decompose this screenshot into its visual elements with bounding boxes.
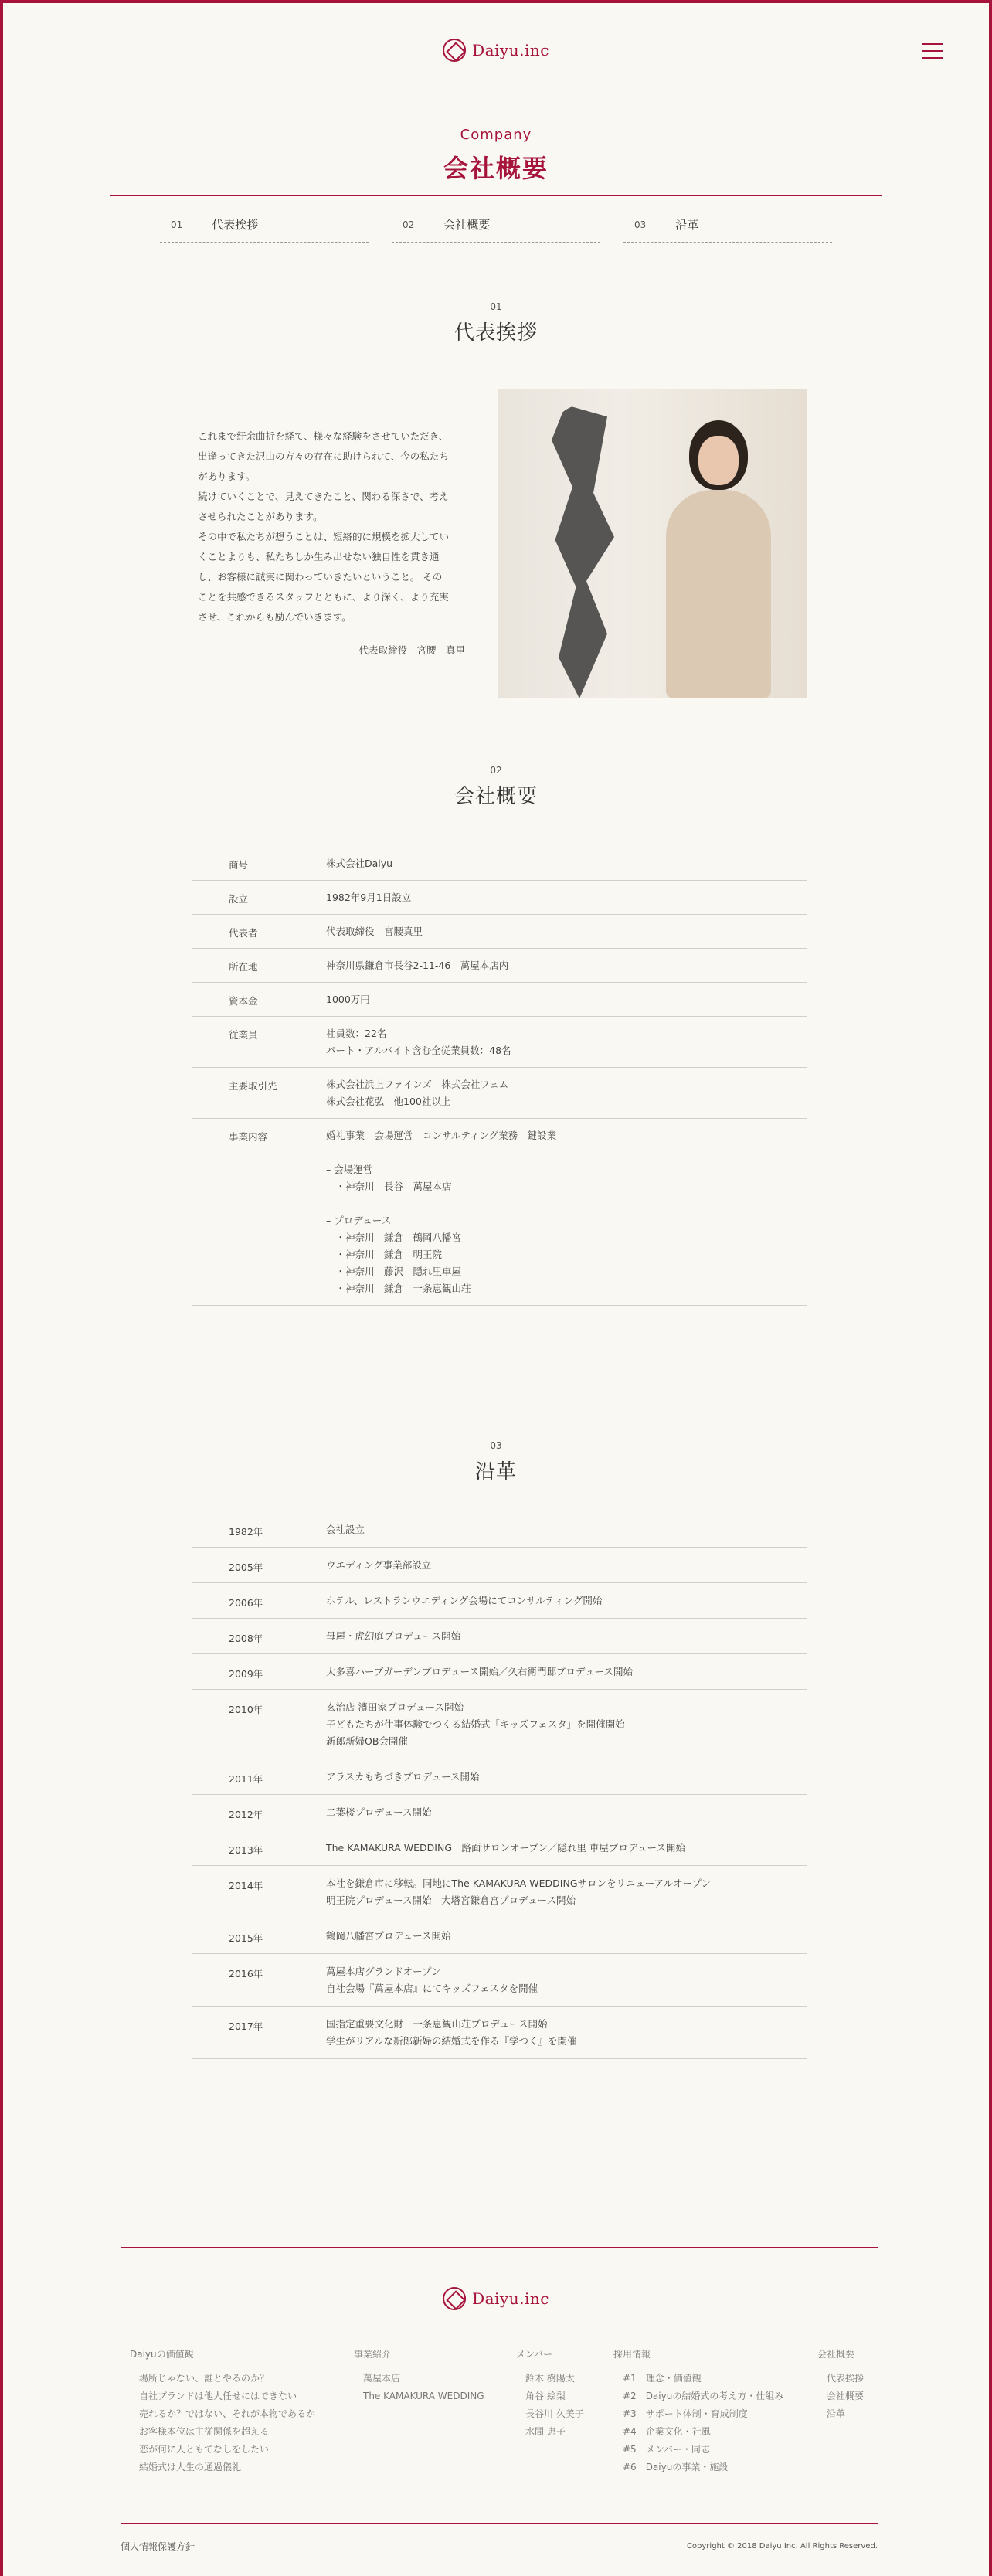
footer-link[interactable]: 場所じゃない、誰とやるのか？	[139, 2373, 270, 2384]
history-year: 2011年	[229, 1773, 263, 1785]
history-event: 大多喜ハーブガーデンプロデュース開始／久右衛門邸プロデュース開始	[326, 1666, 634, 1677]
history-year: 2009年	[229, 1668, 263, 1680]
history-event: 会社設立	[326, 1524, 365, 1535]
overview-heading	[3, 765, 989, 809]
tab-history[interactable]	[623, 216, 832, 243]
info-value: 社員数：22名 パート・アルバイト含む全従業員数：48名	[326, 1028, 511, 1056]
title-divider	[110, 195, 882, 196]
tab-label: 会社概要	[443, 218, 491, 232]
history-event: アラスカもちづきプロデュース開始	[326, 1771, 480, 1782]
page-title: 会社概要	[443, 154, 549, 183]
footer-column	[613, 2347, 783, 2476]
greeting-signature: 代表取締役 宮腰 真里	[358, 644, 465, 656]
tab-number: 01	[171, 219, 183, 230]
history-row	[192, 2007, 807, 2059]
footer-column-title[interactable]: メンバー	[516, 2349, 553, 2360]
history-row	[192, 1512, 807, 1548]
info-key: 所在地	[229, 961, 258, 973]
section-number: 02	[490, 765, 502, 776]
history-year: 2015年	[229, 1932, 263, 1944]
footer-link[interactable]: The KAMAKURA WEDDING	[363, 2391, 484, 2401]
history-row	[192, 1830, 807, 1866]
history-year: 2006年	[229, 1597, 263, 1609]
footer-column-title[interactable]: 事業紹介	[354, 2349, 392, 2360]
history-event: 国指定重要文化財 一条恵観山荘プロデュース開始 学生がリアルな新郎新婦の結婚式を作る『学つく』を開催	[326, 2018, 577, 2047]
section-title: 会社概要	[454, 785, 538, 808]
history-event: ホテル、レストランウエディング会場にてコンサルティング開始	[326, 1595, 603, 1606]
history-row	[192, 1619, 807, 1654]
info-key: 主要取引先	[229, 1080, 277, 1092]
tab-greeting[interactable]	[160, 216, 369, 243]
footer-link[interactable]: #1 理念・価値観	[623, 2373, 702, 2384]
footer-link[interactable]: 結婚式は人生の通過儀礼	[139, 2462, 242, 2472]
footer-link[interactable]: 長谷川 久美子	[525, 2408, 584, 2419]
info-value: 1000万円	[326, 994, 370, 1005]
history-row	[192, 1866, 807, 1918]
info-row	[192, 881, 807, 915]
footer-top-divider	[121, 2247, 878, 2248]
history-event: The KAMAKURA WEDDING 路面サロンオープン／隠れ里 車屋プロデュース開始	[326, 1842, 685, 1854]
history-row	[192, 1918, 807, 1954]
history-year: 1982年	[229, 1526, 263, 1538]
footer-link[interactable]: 恋が何に人ともてなしをしたい	[139, 2444, 270, 2455]
logo-mark-icon	[443, 2287, 466, 2310]
footer-link[interactable]: 代表挨拶	[827, 2373, 865, 2384]
footer-column	[516, 2347, 584, 2441]
history-table	[192, 1512, 807, 2059]
section-number: 01	[490, 301, 502, 312]
footer-link[interactable]: お客様本位は主従関係を超える	[139, 2426, 270, 2437]
calligraphy-art	[552, 405, 621, 698]
footer-column-title[interactable]: 採用情報	[613, 2349, 651, 2360]
footer-link[interactable]: #3 サポート体制・育成制度	[623, 2408, 748, 2419]
section-title: 代表挨拶	[454, 321, 538, 345]
footer-link[interactable]: 鈴木 樹陽太	[525, 2373, 575, 2384]
info-key: 事業内容	[229, 1131, 268, 1143]
logo-text: Daiyu.inc	[472, 2289, 549, 2308]
tab-label: 代表挨拶	[212, 218, 259, 232]
history-year: 2017年	[229, 2020, 263, 2032]
info-value: 代表取締役 宮腰真里	[326, 926, 423, 937]
footer-column	[354, 2347, 484, 2405]
info-row	[192, 847, 807, 881]
footer-column	[130, 2347, 315, 2476]
history-event: ウエディング事業部設立	[326, 1559, 432, 1571]
section-number: 03	[490, 1440, 502, 1451]
history-year: 2012年	[229, 1809, 263, 1820]
footer-link[interactable]: #6 Daiyuの事業・施設	[623, 2462, 729, 2472]
page-subtitle: Company	[460, 127, 532, 143]
tab-number: 02	[403, 219, 415, 230]
site-header	[3, 3, 989, 104]
hamburger-icon[interactable]	[922, 43, 943, 59]
history-event: 二葉楼プロデュース開始	[326, 1806, 432, 1818]
info-key: 代表者	[229, 927, 258, 939]
info-row	[192, 983, 807, 1017]
history-year: 2005年	[229, 1562, 263, 1573]
footer-bottom-divider	[121, 2523, 878, 2524]
info-value: 株式会社浜上ファインズ 株式会社フェム 株式会社花弘 他100社以上	[326, 1079, 509, 1107]
history-year: 2016年	[229, 1968, 263, 1980]
info-key: 従業員	[229, 1029, 258, 1041]
logo-text: Daiyu.inc	[472, 41, 549, 59]
footer-column-title[interactable]: Daiyuの価値観	[130, 2349, 194, 2360]
privacy-link[interactable]: 個人情報保護方針	[121, 2541, 195, 2552]
history-row	[192, 1548, 807, 1583]
footer-link[interactable]: 水間 恵子	[525, 2426, 566, 2437]
greeting-heading	[3, 301, 989, 345]
footer-bottom	[121, 2540, 878, 2553]
footer-column	[817, 2347, 864, 2423]
footer-column-title[interactable]: 会社概要	[817, 2349, 855, 2360]
copyright: Copyright © 2018 Daiyu Inc. All Rights Reserved.	[686, 2542, 878, 2551]
history-row	[192, 1654, 807, 1690]
footer-link[interactable]: 自社ブランドは他人任せにはできない	[139, 2391, 297, 2401]
tab-label: 沿革	[675, 218, 699, 232]
footer-link[interactable]: 沿革	[827, 2408, 846, 2419]
footer-nav	[130, 2347, 871, 2486]
tab-number: 03	[634, 219, 647, 230]
info-value: 1982年9月1日設立	[326, 892, 412, 903]
info-key: 資本金	[229, 995, 258, 1007]
logo-mark-icon	[443, 39, 466, 62]
footer-link[interactable]: #2 Daiyuの結婚式の考え方・仕組み	[623, 2391, 784, 2401]
history-event: 鶴岡八幡宮プロデュース開始	[326, 1930, 451, 1942]
page-heading	[3, 104, 989, 185]
footer-link[interactable]: #5 メンバー・同志	[623, 2444, 710, 2455]
info-row	[192, 1119, 807, 1306]
history-event: 玄治店 濱田家プロデュース開始 子どもたちが仕事体験でつくる結婚式「キッズフェスタ」を開催開始 新郎新婦OB会開催	[326, 1701, 625, 1747]
info-row	[192, 1017, 807, 1068]
page	[3, 3, 989, 2576]
history-heading	[3, 1440, 989, 1484]
history-year: 2008年	[229, 1633, 263, 1644]
history-event: 本社を鎌倉市に移転。同地にThe KAMAKURA WEDDINGサロンをリニューアルオープン 明王院プロデュース開始 大塔宮鎌倉宮プロデュース開始	[326, 1878, 712, 1906]
greeting-text: これまで紆余曲折を経て、様々な経験をさせていただき、 出逢ってきた沢山の方々の存在に助けられて、今の私たち があります。 続けていくことで、見えてきたこと、関わる深さで、考え させられたことがあります。 その中で私たちが想うことは、短絡的に規模を拡大してい くことよりも、私たちしか生み出せない独自性を貫き通 し、お客様に誠実に関わっていきたいということ。 その ことを共感できるスタッフとともに、より深く、より充実 させ、これからも励んでいきます。	[198, 430, 450, 623]
footer-link[interactable]: 売れるか？ではない、それが本物であるか	[139, 2408, 316, 2419]
info-row	[192, 915, 807, 949]
history-event: 母屋・虎幻庭プロデュース開始	[326, 1630, 461, 1642]
info-key: 設立	[229, 893, 249, 905]
section-tabs	[160, 216, 832, 243]
history-year: 2013年	[229, 1844, 263, 1856]
history-year: 2014年	[229, 1880, 263, 1891]
ceo-portrait	[652, 413, 783, 698]
tab-overview[interactable]	[392, 216, 600, 243]
company-info-table	[192, 847, 807, 1306]
info-row	[192, 1068, 807, 1119]
history-row	[192, 1583, 807, 1619]
ceo-photo	[498, 389, 807, 698]
greeting-body	[198, 427, 465, 657]
footer-link[interactable]: 萬屋本店	[363, 2373, 401, 2384]
info-key: 商号	[229, 859, 249, 871]
history-row	[192, 1795, 807, 1830]
history-row	[192, 1690, 807, 1759]
history-row	[192, 1759, 807, 1795]
info-value: 婚礼事業 会場運営 コンサルティング業務 鍵設業 – 会場運営 ・神奈川 長谷 萬屋本店 – プロデュース ・神奈川 鎌倉 鶴岡八幡宮 ・神奈川 鎌倉 明王院 ・神奈川 藤沢 隠れ里車屋 ・神奈川 鎌倉 一条恵観山荘	[326, 1130, 557, 1294]
site-logo[interactable]	[443, 39, 549, 62]
info-value: 神奈川県鎌倉市長谷2-11-46 萬屋本店内	[326, 960, 509, 971]
info-row	[192, 949, 807, 983]
footer-link[interactable]: #4 企業文化・社風	[623, 2426, 711, 2437]
history-row	[192, 1954, 807, 2007]
footer-link[interactable]: 角谷 絵梨	[525, 2391, 566, 2401]
info-value: 株式会社Daiyu	[326, 858, 393, 869]
history-event: 萬屋本店グランドオープン 自社会場『萬屋本店』にてキッズフェスタを開催	[326, 1966, 538, 1994]
footer-logo[interactable]	[443, 2287, 549, 2310]
section-title: 沿革	[474, 1460, 517, 1483]
history-year: 2010年	[229, 1704, 263, 1715]
footer-link[interactable]: 会社概要	[827, 2391, 865, 2401]
